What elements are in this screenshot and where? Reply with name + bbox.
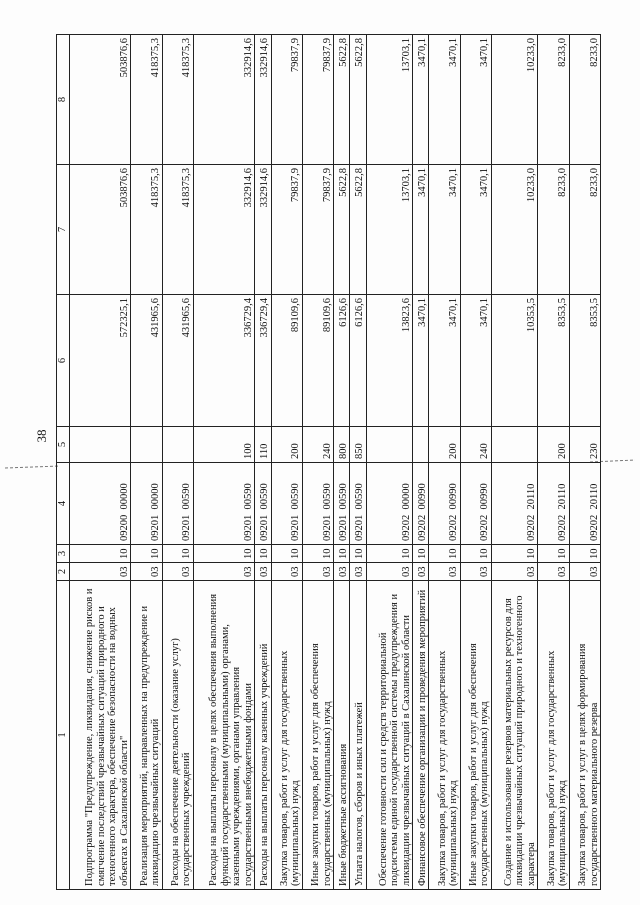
table-row — [334, 35, 350, 890]
table-body — [70, 35, 601, 890]
expense-type-code: 200 — [429, 427, 460, 463]
target-article-part-1: 09201 — [290, 514, 302, 541]
section-code: 03 — [569, 563, 600, 581]
amount-col7: 8233,0 — [538, 165, 569, 295]
amount-col6: 3470,1 — [429, 295, 460, 427]
section-code: 03 — [366, 563, 412, 581]
amount-col8: 10233,0 — [491, 35, 537, 165]
amount-col7: 418375,3 — [131, 165, 162, 295]
spacer — [259, 510, 270, 515]
spacer — [243, 510, 254, 515]
table-row — [302, 35, 333, 890]
row-name: Создание и использование резервов материальных ресурсов для ликвидации чрезвычайных ситуаций природного и техногенного характера — [491, 581, 537, 890]
target-article-part-1: 09202 — [416, 514, 428, 541]
table-row — [538, 35, 569, 890]
table-row — [255, 35, 271, 890]
rotated-table-wrapper — [56, 35, 601, 890]
amount-col8: 418375,3 — [131, 35, 162, 165]
target-article-part-2: 00990 — [479, 483, 491, 510]
section-code: 03 — [491, 563, 537, 581]
column-header-5: 5 — [57, 427, 70, 463]
spacer — [526, 510, 537, 515]
target-article-part-2: 00590 — [321, 483, 333, 510]
column-header-8: 8 — [57, 35, 70, 165]
target-article-code — [255, 463, 271, 545]
spacer — [354, 510, 365, 515]
target-article-code — [162, 463, 193, 545]
amount-col7: 3470,1 — [429, 165, 460, 295]
target-article-code — [302, 463, 333, 545]
subsection-code: 10 — [350, 545, 366, 563]
target-article-part-1: 09202 — [479, 514, 491, 541]
subsection-code: 10 — [193, 545, 254, 563]
row-name: Закупка товаров, работ и услуг для государственных (муниципальных) нужд — [429, 581, 460, 890]
amount-col8: 418375,3 — [162, 35, 193, 165]
target-article-part-1: 09202 — [557, 514, 569, 541]
row-name: Расходы на выплаты персоналу казенных учреждений — [255, 581, 271, 890]
section-code: 03 — [429, 563, 460, 581]
column-header-7: 7 — [57, 165, 70, 295]
section-code: 03 — [413, 563, 429, 581]
amount-col8: 8233,0 — [538, 35, 569, 165]
row-name: Закупка товаров, работ и услуг для государственных (муниципальных) нужд — [271, 581, 302, 890]
subsection-code: 10 — [255, 545, 271, 563]
section-code: 03 — [162, 563, 193, 581]
amount-col7: 3470,1 — [413, 165, 429, 295]
section-code: 03 — [193, 563, 254, 581]
amount-col6: 89109,6 — [271, 295, 302, 427]
table-row — [131, 35, 162, 890]
spacer — [557, 510, 568, 515]
row-name: Расходы на выплаты персоналу в целях обеспечения выполнения функций государственными (муниципальными) органами, казенными учреждениями, органами управления государственными внебюджетными фондами — [193, 581, 254, 890]
section-code: 03 — [334, 563, 350, 581]
row-name: Уплата налогов, сборов и иных платежей — [350, 581, 366, 890]
amount-col7: 332914,6 — [193, 165, 254, 295]
amount-col7: 8233,0 — [569, 165, 600, 295]
target-article-part-2: 00590 — [242, 483, 254, 510]
expense-type-code — [162, 427, 193, 463]
target-article-part-1: 09201 — [181, 514, 193, 541]
expense-type-code — [491, 427, 537, 463]
subsection-code: 10 — [334, 545, 350, 563]
subsection-code: 10 — [413, 545, 429, 563]
expense-type-code — [131, 427, 162, 463]
section-code: 03 — [271, 563, 302, 581]
subsection-code: 10 — [131, 545, 162, 563]
target-article-part-1: 09201 — [150, 514, 162, 541]
target-article-code — [413, 463, 429, 545]
row-name: Обеспечение готовности сил и средств территориальной подсистемы единой государственной системы предупреждения и ликвидации чрезвычайных ситуаций в Сахалинской области — [366, 581, 412, 890]
table-row — [366, 35, 412, 890]
budget-table — [56, 34, 601, 890]
target-article-part-1: 09202 — [448, 514, 460, 541]
amount-col6: 431965,6 — [162, 295, 193, 427]
target-article-part-2: 00000 — [150, 483, 162, 510]
column-header-2: 2 — [57, 563, 70, 581]
amount-col8: 79837,9 — [302, 35, 333, 165]
subsection-code: 10 — [70, 545, 131, 563]
amount-col6: 10353,5 — [491, 295, 537, 427]
expense-type-code — [366, 427, 412, 463]
target-article-code — [70, 463, 131, 545]
row-name: Реализация мероприятий, направленных на предупреждение и ликвидацию чрезвычайных ситуаций — [131, 581, 162, 890]
row-name: Иные бюджетные ассигнования — [334, 581, 350, 890]
amount-col7: 5622,8 — [350, 165, 366, 295]
amount-col6: 89109,6 — [302, 295, 333, 427]
target-article-code — [460, 463, 491, 545]
spacer — [119, 510, 130, 515]
expense-type-code: 850 — [350, 427, 366, 463]
page-number: 38 — [34, 429, 49, 443]
target-article-code — [271, 463, 302, 545]
section-code: 03 — [131, 563, 162, 581]
target-article-part-1: 09201 — [242, 514, 254, 541]
amount-col6: 8353,5 — [569, 295, 600, 427]
amount-col8: 8233,0 — [569, 35, 600, 165]
spacer — [181, 510, 192, 515]
target-article-part-2: 00590 — [337, 483, 349, 510]
amount-col6: 572325,1 — [70, 295, 131, 427]
spacer — [448, 510, 459, 515]
target-article-part-1: 09202 — [588, 514, 600, 541]
spacer — [589, 510, 600, 515]
expense-type-code: 240 — [302, 427, 333, 463]
amount-col8: 79837,9 — [271, 35, 302, 165]
expense-type-code: 240 — [460, 427, 491, 463]
target-article-code — [366, 463, 412, 545]
row-name: Закупка товаров, работ и услуг для государственных (муниципальных) нужд — [538, 581, 569, 890]
table-row — [162, 35, 193, 890]
expense-type-code — [413, 427, 429, 463]
expense-type-code: 800 — [334, 427, 350, 463]
amount-col7: 503876,6 — [70, 165, 131, 295]
amount-col8: 3470,1 — [413, 35, 429, 165]
target-article-part-2: 00000 — [400, 483, 412, 510]
expense-type-code: 200 — [271, 427, 302, 463]
amount-col7: 79837,9 — [302, 165, 333, 295]
section-code: 03 — [255, 563, 271, 581]
subsection-code: 10 — [460, 545, 491, 563]
column-header-4: 4 — [57, 463, 70, 545]
subsection-code: 10 — [302, 545, 333, 563]
subsection-code: 10 — [162, 545, 193, 563]
table-row — [491, 35, 537, 890]
target-article-part-2: 00590 — [290, 483, 302, 510]
section-code: 03 — [538, 563, 569, 581]
amount-col8: 13703,1 — [366, 35, 412, 165]
amount-col7: 332914,6 — [255, 165, 271, 295]
margin-dash-left — [5, 466, 60, 468]
target-article-code — [334, 463, 350, 545]
row-name: Иные закупки товаров, работ и услуг для обеспечения государственных (муниципальных) нужд — [460, 581, 491, 890]
amount-col8: 3470,1 — [460, 35, 491, 165]
table-row — [413, 35, 429, 890]
subsection-code: 10 — [491, 545, 537, 563]
table-row — [460, 35, 491, 890]
amount-col8: 503876,6 — [70, 35, 131, 165]
target-article-code — [350, 463, 366, 545]
spacer — [479, 510, 490, 515]
target-article-code — [491, 463, 537, 545]
section-code: 03 — [460, 563, 491, 581]
row-name: Закупка товаров, работ и услуг в целях формирования государственного материального резерва — [569, 581, 600, 890]
subsection-code: 10 — [538, 545, 569, 563]
subsection-code: 10 — [271, 545, 302, 563]
amount-col7: 79837,9 — [271, 165, 302, 295]
table-row — [569, 35, 600, 890]
expense-type-code — [70, 427, 131, 463]
amount-col8: 332914,6 — [193, 35, 254, 165]
expense-type-code: 100 — [193, 427, 254, 463]
amount-col6: 6126,6 — [334, 295, 350, 427]
expense-type-code: 200 — [538, 427, 569, 463]
row-name: Иные закупки товаров, работ и услуг для обеспечения государственных (муниципальных) нужд — [302, 581, 333, 890]
column-header-1: 1 — [57, 581, 70, 890]
column-header-3: 3 — [57, 545, 70, 563]
target-article-part-1: 09201 — [321, 514, 333, 541]
header-row — [57, 35, 70, 890]
amount-col6: 3470,1 — [413, 295, 429, 427]
target-article-code — [193, 463, 254, 545]
amount-col6: 3470,1 — [460, 295, 491, 427]
section-code: 03 — [70, 563, 131, 581]
spacer — [417, 510, 428, 515]
target-article-part-2: 00590 — [354, 483, 366, 510]
target-article-part-2: 00590 — [259, 483, 271, 510]
expense-type-code: 230 — [569, 427, 600, 463]
target-article-code — [429, 463, 460, 545]
amount-col6: 8353,5 — [538, 295, 569, 427]
subsection-code: 10 — [366, 545, 412, 563]
target-article-part-1: 09201 — [354, 514, 366, 541]
amount-col7: 10233,0 — [491, 165, 537, 295]
table-row — [429, 35, 460, 890]
amount-col7: 13703,1 — [366, 165, 412, 295]
spacer — [290, 510, 301, 515]
row-name: Подпрограмма "Предупреждение, ликвидация, снижение рисков и смягчение последствий чрезвычайных ситуаций природного и техногенного характера, обеспечение безопасности на водных объектах в Сахалинской области" — [70, 581, 131, 890]
target-article-code — [131, 463, 162, 545]
spacer — [338, 510, 349, 515]
amount-col8: 332914,6 — [255, 35, 271, 165]
spacer — [401, 510, 412, 515]
target-article-part-2: 20110 — [525, 483, 537, 510]
amount-col7: 3470,1 — [460, 165, 491, 295]
target-article-part-2: 20110 — [557, 483, 569, 510]
target-article-part-1: 09201 — [337, 514, 349, 541]
target-article-part-2: 20110 — [588, 483, 600, 510]
target-article-code — [569, 463, 600, 545]
amount-col7: 418375,3 — [162, 165, 193, 295]
row-name: Финансовое обеспечение организации и проведения мероприятий — [413, 581, 429, 890]
target-article-part-1: 09202 — [400, 514, 412, 541]
target-article-part-1: 09201 — [259, 514, 271, 541]
table-row — [70, 35, 131, 890]
subsection-code: 10 — [569, 545, 600, 563]
target-article-part-2: 00990 — [448, 483, 460, 510]
target-article-part-2: 00990 — [416, 483, 428, 510]
amount-col6: 336729,4 — [255, 295, 271, 427]
column-header-6: 6 — [57, 295, 70, 427]
target-article-part-2: 00590 — [181, 483, 193, 510]
amount-col8: 5622,8 — [334, 35, 350, 165]
amount-col6: 431965,6 — [131, 295, 162, 427]
spacer — [150, 510, 161, 515]
spacer — [322, 510, 333, 515]
row-name: Расходы на обеспечение деятельности (оказание услуг) государственных учреждений — [162, 581, 193, 890]
target-article-code — [538, 463, 569, 545]
section-code: 03 — [350, 563, 366, 581]
amount-col6: 6126,6 — [350, 295, 366, 427]
amount-col8: 3470,1 — [429, 35, 460, 165]
table-row — [271, 35, 302, 890]
target-article-part-2: 00000 — [118, 483, 130, 510]
amount-col6: 13823,6 — [366, 295, 412, 427]
target-article-part-1: 09200 — [118, 514, 130, 541]
amount-col8: 5622,8 — [350, 35, 366, 165]
target-article-part-1: 09202 — [525, 514, 537, 541]
table-row — [193, 35, 254, 890]
table-row — [350, 35, 366, 890]
subsection-code: 10 — [429, 545, 460, 563]
amount-col7: 5622,8 — [334, 165, 350, 295]
amount-col6: 336729,4 — [193, 295, 254, 427]
section-code: 03 — [302, 563, 333, 581]
expense-type-code: 110 — [255, 427, 271, 463]
